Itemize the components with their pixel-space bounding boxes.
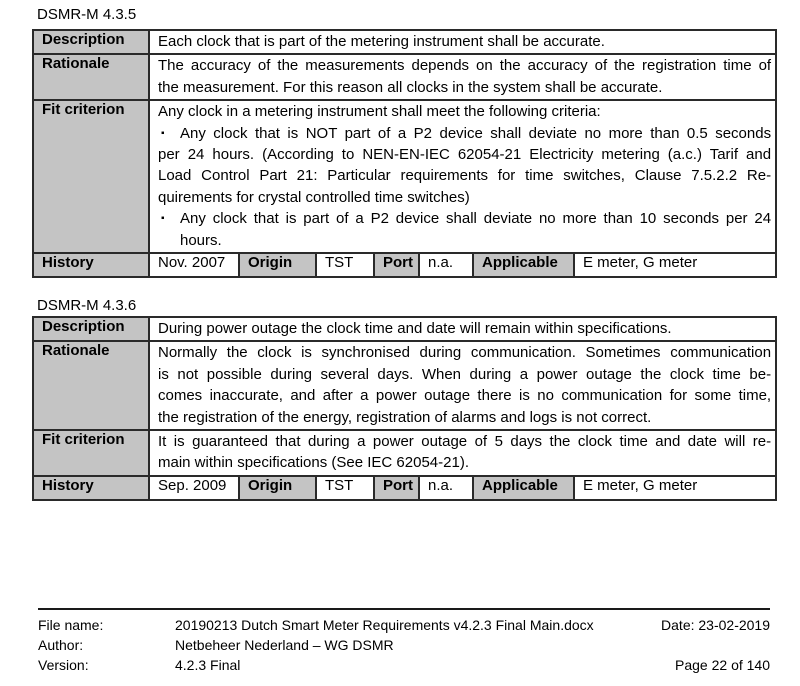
fit-criterion-row: [33, 100, 776, 253]
author-value: Netbeheer Nederland – WG DSMR: [175, 637, 394, 653]
origin-value-cell: TST: [316, 476, 374, 500]
applicable-value-cell: E meter, G meter: [574, 476, 776, 500]
bullet-icon: ▪: [161, 213, 165, 225]
rationale-value-cell: [149, 341, 776, 430]
fit-criterion-text-line: per 24 hours. (According to NEN-EN-IEC 62054-21 Electricity metering (a.c.) Tarif and: [158, 146, 772, 164]
rationale-text-line: the registration of the energy, registration of alarms and logs is not correct.: [158, 408, 652, 426]
port-value-cell: n.a.: [419, 476, 473, 500]
footer-file-row: [38, 615, 770, 635]
date-value: Date: 23-02-2019: [661, 617, 770, 633]
description-text: Each clock that is part of the metering instrument shall be accurate.: [158, 33, 605, 50]
requirement-table: [32, 316, 777, 501]
rationale-row: [33, 54, 776, 100]
history-date-cell: Sep. 2009: [149, 476, 239, 500]
fit-criterion-label-cell: Fit criterion: [33, 100, 149, 253]
rationale-value-cell: [149, 54, 776, 100]
requirement-title: DSMR-M 4.3.6: [37, 297, 137, 314]
description-row: [33, 317, 776, 341]
rationale-text-line: is not possible during several days. When during a power outage the clock time be-: [158, 365, 772, 383]
description-value-cell: [149, 30, 776, 54]
rationale-text-line: The accuracy of the measurements depends on the accuracy of the registration time of: [158, 57, 772, 75]
port-label-cell: Port: [374, 253, 419, 277]
fit-criterion-text-line: main within specifications (See IEC 62054-21).: [158, 454, 469, 472]
page-number: Page 22 of 140: [675, 657, 770, 673]
history-date-cell: Nov. 2007: [149, 253, 239, 277]
origin-label-cell: Origin: [239, 253, 316, 277]
description-label-cell: Description: [33, 317, 149, 341]
rationale-text-line: comes inaccurate, and after a power outage there is no communication for some time,: [158, 387, 772, 405]
history-row: [33, 476, 776, 500]
fit-criterion-text-line: Any clock that is part of a P2 device shall deviate no more than 10 seconds per 24: [180, 210, 772, 228]
history-row: [33, 253, 776, 277]
fit-criterion-text-line: Any clock in a metering instrument shall meet the following criteria:: [158, 103, 601, 121]
fit-criterion-text-line: It is guaranteed that during a power outage of 5 days the clock time and date will re-: [158, 433, 772, 451]
fit-criterion-value-cell: [149, 430, 776, 476]
applicable-value-cell: E meter, G meter: [574, 253, 776, 277]
description-label-cell: Description: [33, 30, 149, 54]
fit-criterion-text-line: quirements for crystal controlled time switches): [158, 188, 470, 206]
port-value-cell: n.a.: [419, 253, 473, 277]
port-label-cell: Port: [374, 476, 419, 500]
footer-author-row: [38, 635, 770, 655]
fit-criterion-label-cell: Fit criterion: [33, 430, 149, 476]
history-label-cell: History: [33, 476, 149, 500]
version-label: Version:: [38, 657, 89, 673]
bullet-item: [158, 208, 771, 229]
rationale-label-cell: Rationale: [33, 341, 149, 430]
applicable-label-cell: Applicable: [473, 476, 574, 500]
bullet-item: [158, 123, 771, 144]
rationale-label-cell: Rationale: [33, 54, 149, 100]
description-value-cell: [149, 317, 776, 341]
bullet-icon: ▪: [161, 127, 165, 139]
fit-criterion-text-line: Load Control Part 21: Particular requirements for time switches, Clause 7.5.2.2 Re-: [158, 167, 772, 185]
requirement-title: DSMR-M 4.3.5: [37, 6, 137, 23]
origin-value-cell: TST: [316, 253, 374, 277]
fit-criterion-row: [33, 430, 776, 476]
history-label-cell: History: [33, 253, 149, 277]
fit-criterion-text-line: Any clock that is NOT part of a P2 device shall deviate no more than 0.5 seconds: [180, 124, 772, 142]
fit-criterion-text-line: hours.: [180, 231, 222, 249]
description-row: [33, 30, 776, 54]
author-label: Author:: [38, 637, 84, 653]
file-name-value: 20190213 Dutch Smart Meter Requirements v4.2.3 Final Main.docx: [175, 617, 594, 633]
fit-criterion-value-cell: [149, 100, 776, 253]
rationale-text-line: the measurement. For this reason all clocks in the system shall be accurate.: [158, 78, 663, 96]
version-value: 4.2.3 Final: [175, 657, 241, 673]
origin-label-cell: Origin: [239, 476, 316, 500]
footer-version-row: [38, 655, 770, 675]
requirement-table: [32, 29, 777, 278]
page-footer: [38, 608, 770, 675]
rationale-row: [33, 341, 776, 430]
applicable-label-cell: Applicable: [473, 253, 574, 277]
rationale-text-line: Normally the clock is synchronised during communication. Sometimes communication: [158, 344, 772, 362]
file-name-label: File name:: [38, 617, 104, 633]
description-text: During power outage the clock time and date will remain within specifications.: [158, 320, 672, 337]
